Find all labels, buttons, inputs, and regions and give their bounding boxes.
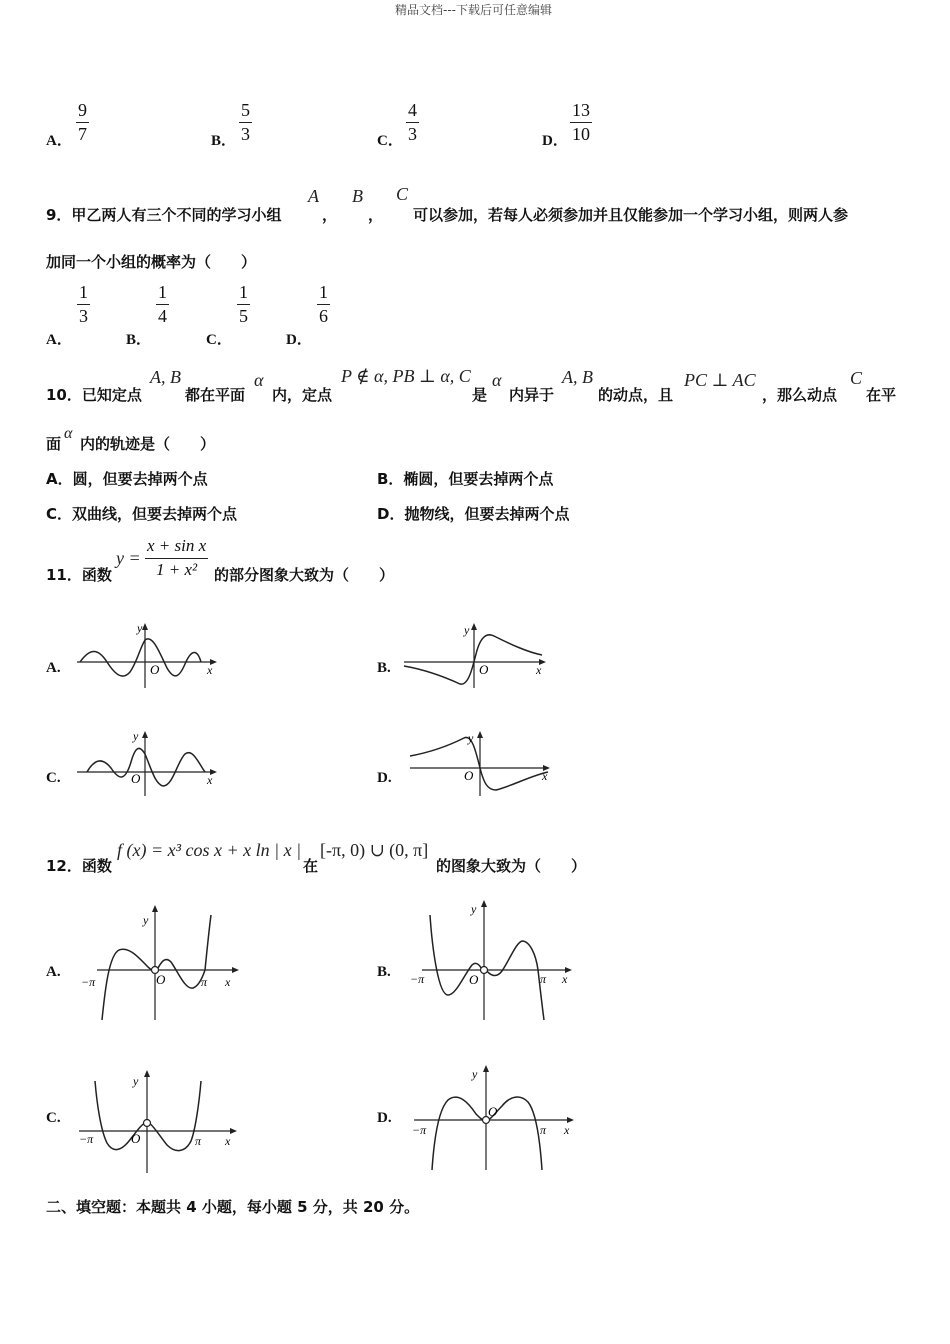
q11-y: y = xyxy=(116,548,141,568)
origin-label: O xyxy=(131,1131,141,1146)
q12-graph-c xyxy=(75,1065,245,1175)
axis-x-label: x xyxy=(225,975,231,989)
q11-label-b: B. xyxy=(377,660,391,676)
q11-fraction xyxy=(145,536,208,580)
q10-part-8: 在平 xyxy=(866,386,897,404)
q12-domain: [-π, 0) ∪ (0, π] xyxy=(320,840,429,860)
origin-label: O xyxy=(469,972,479,987)
q10-line2-b: 内的轨迹是（ ） xyxy=(80,435,216,453)
denominator: 4 xyxy=(158,306,167,326)
axis-y-label: y xyxy=(143,913,149,927)
origin-label: O xyxy=(150,662,160,677)
pi-label: π xyxy=(195,1134,202,1148)
axis-y-label: y xyxy=(464,623,470,637)
q9-tail: 可以参加，若每人必须参加并且仅能参加一个学习小组，则两人参 xyxy=(413,206,849,224)
numerator: x + sin x xyxy=(147,536,207,555)
denominator: 5 xyxy=(239,306,248,326)
origin-label: O xyxy=(488,1104,498,1119)
q11-label-d: D. xyxy=(377,770,392,786)
numerator: 1 xyxy=(239,282,248,302)
q9-option-d-fraction xyxy=(317,282,330,326)
origin-label: O xyxy=(156,972,166,987)
axis-y-label: y xyxy=(133,1074,139,1088)
q10-part-7: ，那么动点 xyxy=(762,386,838,404)
numerator: 4 xyxy=(408,100,417,120)
q11-graph-c xyxy=(75,728,225,800)
q9-lead: 9．甲乙两人有三个不同的学习小组 xyxy=(46,206,282,224)
numerator: 5 xyxy=(241,100,250,120)
q8-option-b-label: B． xyxy=(211,133,237,149)
q12-label-c: C. xyxy=(46,1110,61,1126)
numerator: 1 xyxy=(79,282,88,302)
q9-option-b-label: B． xyxy=(126,332,152,348)
denominator: 1 + x² xyxy=(156,560,198,579)
q10-line2-a: 面 xyxy=(46,435,62,453)
denominator: 3 xyxy=(408,124,417,144)
q10-math-2: α xyxy=(254,370,264,390)
q10-line2-math: α xyxy=(64,425,73,442)
q10-part-5: 内异于 xyxy=(509,386,555,404)
axis-x-label: x xyxy=(536,663,542,677)
q12-label-a: A. xyxy=(46,964,61,980)
q9-math-b: B xyxy=(352,186,363,206)
q10-option-a: A．圆，但要去掉两个点 xyxy=(46,470,208,488)
origin-label: O xyxy=(464,768,474,783)
origin-label: O xyxy=(479,662,489,677)
q12-part-3: 的图象大致为（ ） xyxy=(436,857,587,875)
neg-pi-label: −π xyxy=(81,975,96,989)
axis-x-label: x xyxy=(542,769,548,783)
q10-math-5: A, B xyxy=(562,367,593,387)
q10-option-c: C．双曲线，但要去掉两个点 xyxy=(46,505,238,523)
q9-option-d-label: D． xyxy=(286,332,312,348)
axis-y-label: y xyxy=(472,1067,478,1081)
page-header: 精品文档---下载后可任意编辑 xyxy=(395,3,552,17)
axis-y-label: y xyxy=(133,729,139,743)
denominator: 3 xyxy=(79,306,88,326)
q10-math-4: α xyxy=(492,370,502,390)
axis-y-label: y xyxy=(471,902,477,916)
q9-math-a: A xyxy=(308,186,319,206)
numerator: 1 xyxy=(158,282,167,302)
q12-part-2: 在 xyxy=(303,857,319,875)
q8-option-b-fraction xyxy=(239,100,252,144)
q10-option-d: D．抛物线，但要去掉两个点 xyxy=(377,505,570,523)
q12-part-1: 12．函数 xyxy=(46,857,112,875)
q11-graph-b xyxy=(402,620,552,692)
denominator: 3 xyxy=(241,124,250,144)
q9-option-c-fraction xyxy=(237,282,250,326)
q10-part-6: 的动点，且 xyxy=(598,386,674,404)
q8-option-d-label: D． xyxy=(542,133,568,149)
q9-line2: 加同一个小组的概率为（ ） xyxy=(46,253,257,271)
q9-option-a-label: A． xyxy=(46,332,72,348)
q11-label-c: C. xyxy=(46,770,61,786)
q9-option-c-label: C． xyxy=(206,332,232,348)
q10-math-7: C xyxy=(850,368,863,388)
neg-pi-label: −π xyxy=(410,972,425,986)
q9-comma-2: ， xyxy=(368,206,384,224)
origin-label: O xyxy=(131,771,141,786)
section-2-heading: 二、填空题：本题共 4 小题，每小题 5 分，共 20 分。 xyxy=(46,1198,420,1216)
q9-option-a-fraction xyxy=(77,282,90,326)
axis-x-label: x xyxy=(564,1123,570,1137)
q8-option-c-label: C． xyxy=(377,133,403,149)
axis-x-label: x xyxy=(207,773,213,787)
q10-math-3: P ∉ α, PB ⊥ α, C xyxy=(341,366,471,386)
pi-label: π xyxy=(540,1123,547,1137)
q9-option-b-fraction xyxy=(156,282,169,326)
q12-label-d: D. xyxy=(377,1110,392,1126)
q10-option-b: B．椭圆，但要去掉两个点 xyxy=(377,470,554,488)
pi-label: π xyxy=(201,975,208,989)
q9-math-c: C xyxy=(396,184,409,204)
q8-option-a-label: A． xyxy=(46,133,72,149)
q10-part-4: 是 xyxy=(472,386,488,404)
denominator: 10 xyxy=(572,124,590,144)
q11-label-a: A. xyxy=(46,660,61,676)
q11-graph-d xyxy=(402,728,557,800)
q8-option-d-fraction xyxy=(570,100,592,144)
pi-label: π xyxy=(540,972,547,986)
q12-graph-d xyxy=(402,1060,582,1175)
axis-y-label: y xyxy=(137,621,143,635)
axis-x-label: x xyxy=(562,972,568,986)
q11-part-1: 11．函数 xyxy=(46,566,112,584)
axis-x-label: x xyxy=(207,663,213,677)
q12-graph-b xyxy=(402,895,577,1025)
q8-option-c-fraction xyxy=(406,100,419,144)
q12-function: f (x) = x³ cos x + x ln | x | xyxy=(117,840,302,860)
q8-option-a-fraction xyxy=(76,100,89,144)
numerator: 1 xyxy=(319,282,328,302)
axis-y-label: y xyxy=(468,731,474,745)
q10-part-1: 10．已知定点 xyxy=(46,386,142,404)
q12-label-b: B. xyxy=(377,964,391,980)
q10-part-3: 内，定点 xyxy=(272,386,333,404)
numerator: 9 xyxy=(78,100,87,120)
axis-x-label: x xyxy=(225,1134,231,1148)
denominator: 7 xyxy=(78,124,87,144)
neg-pi-label: −π xyxy=(412,1123,427,1137)
q11-part-2: 的部分图象大致为（ ） xyxy=(214,566,395,584)
q10-math-1: A, B xyxy=(150,367,181,387)
q10-part-2: 都在平面 xyxy=(185,386,246,404)
q10-math-6: PC ⊥ AC xyxy=(684,370,756,390)
q11-graph-a xyxy=(75,620,225,692)
q9-comma-1: ， xyxy=(322,206,338,224)
numerator: 13 xyxy=(572,100,590,120)
denominator: 6 xyxy=(319,306,328,326)
q12-graph-a xyxy=(75,900,245,1025)
neg-pi-label: −π xyxy=(79,1132,94,1146)
